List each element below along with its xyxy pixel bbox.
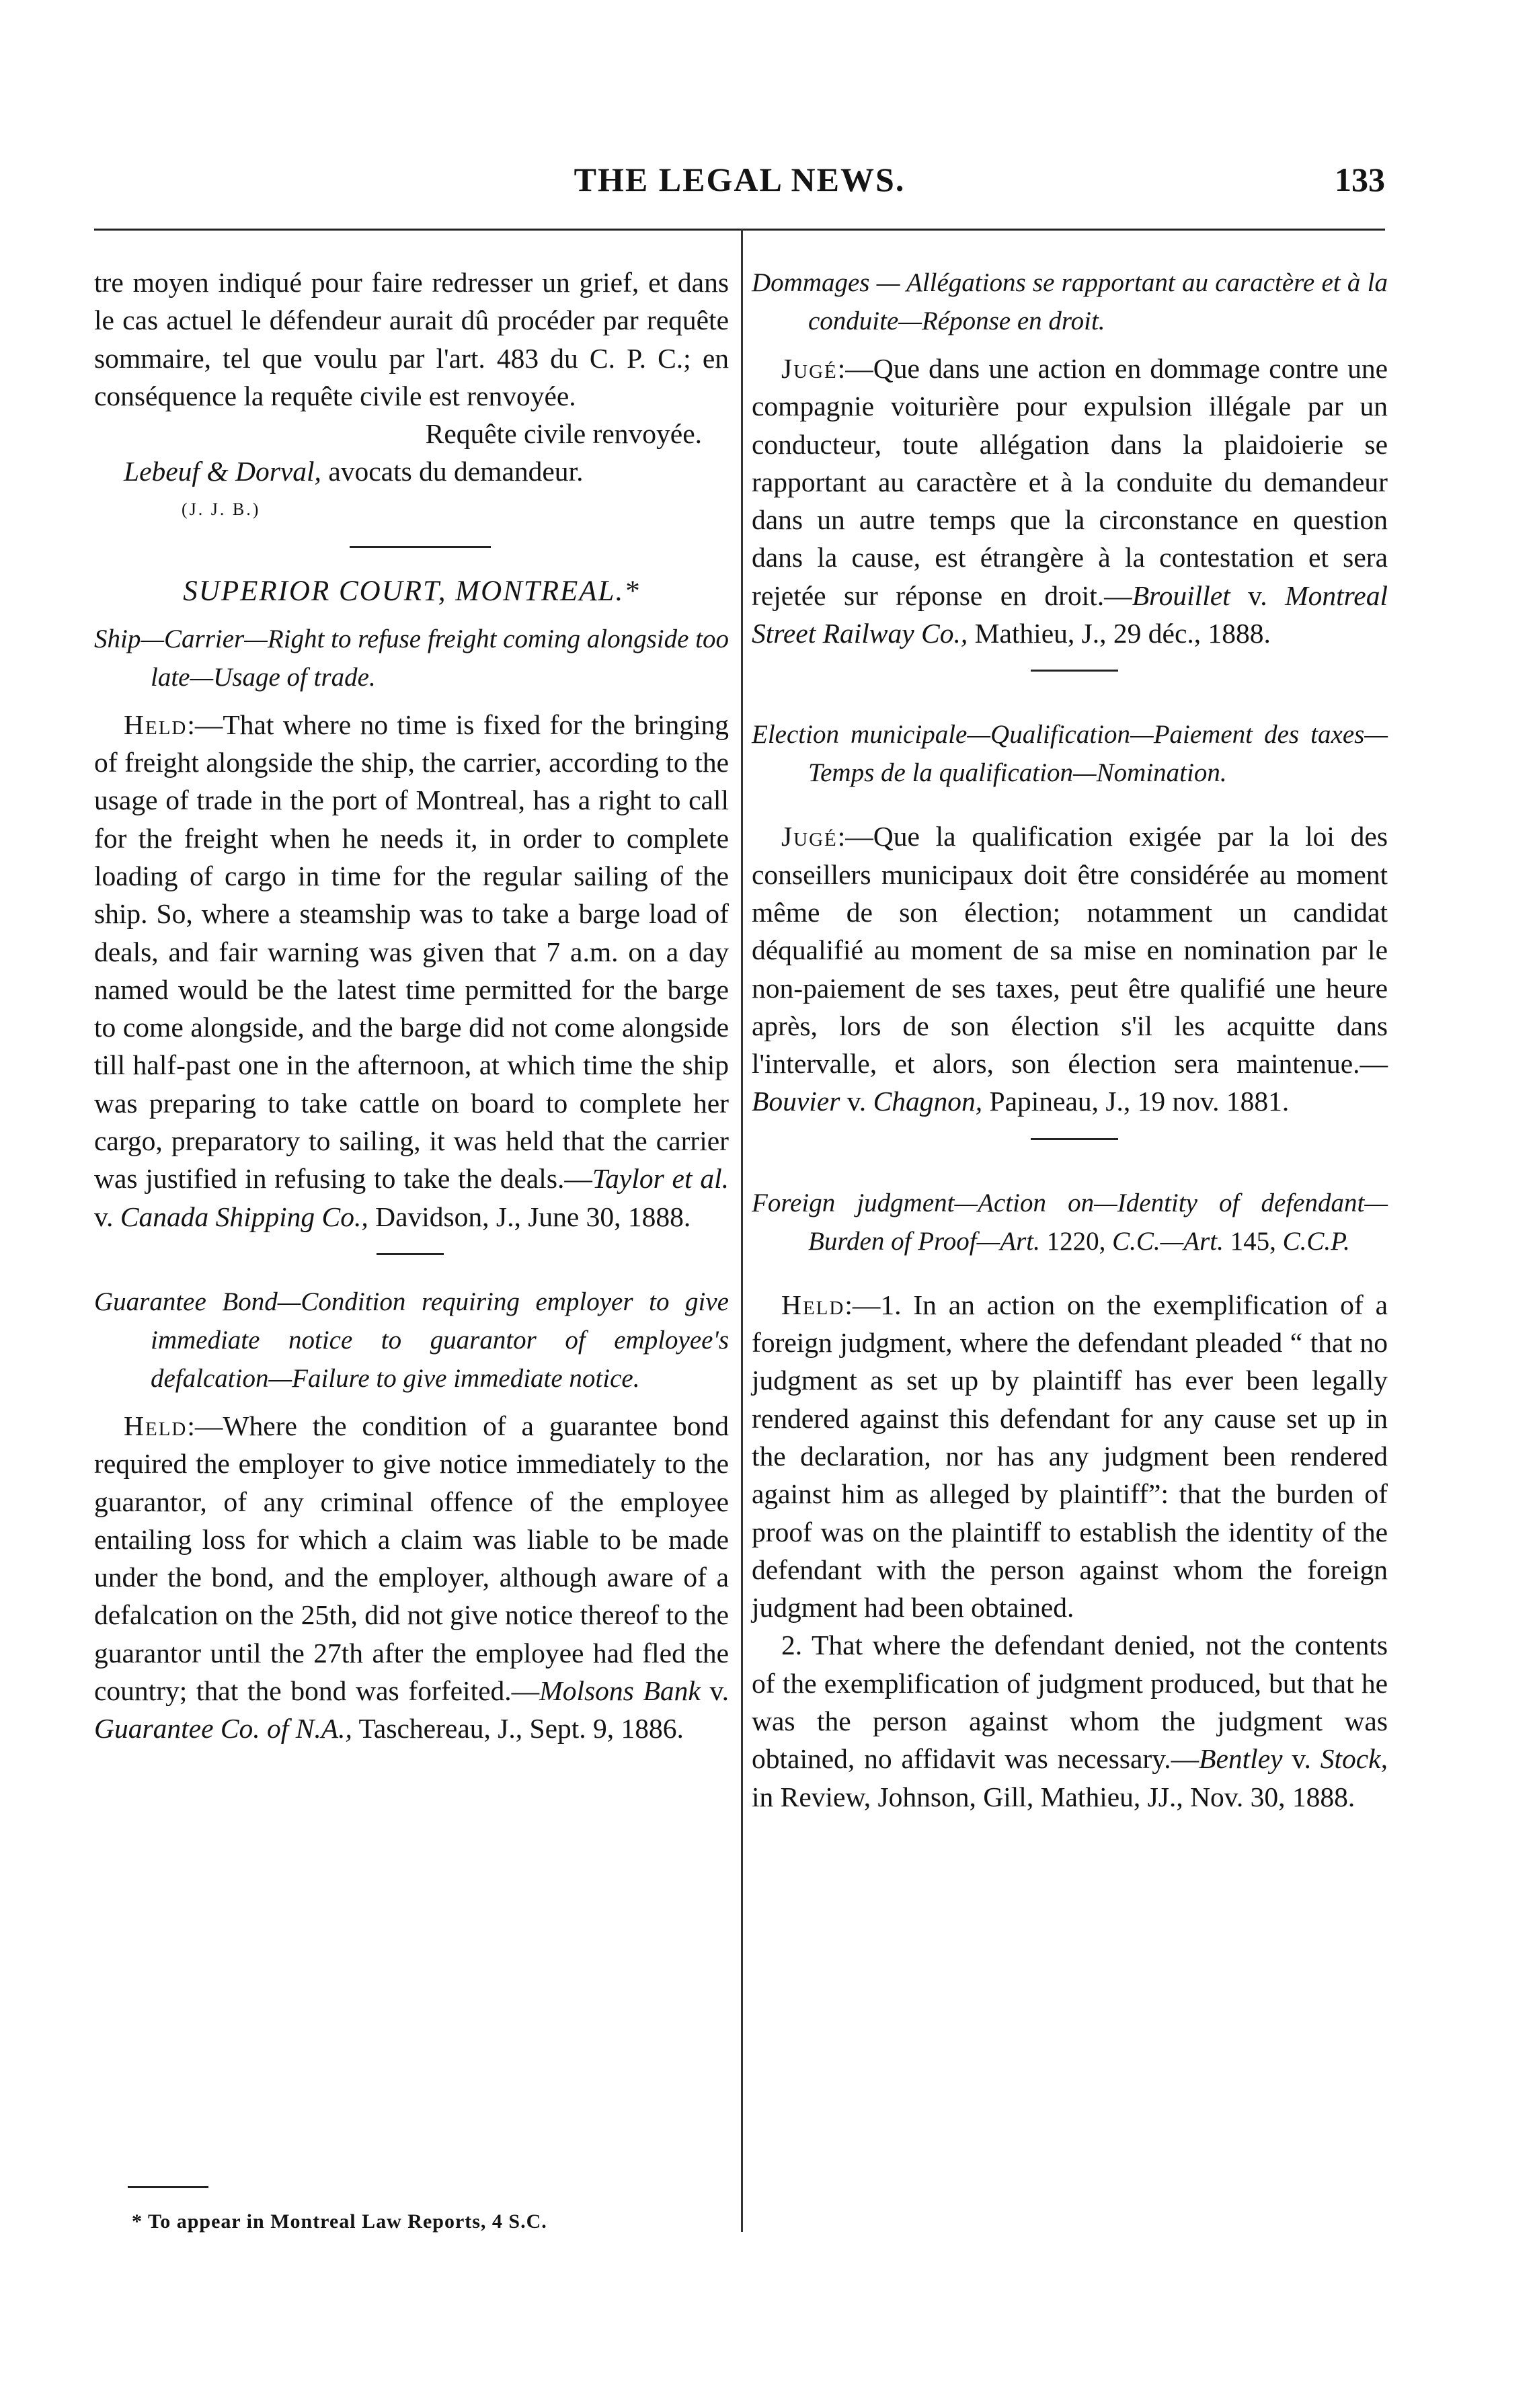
party-name: Guarantee Co. of N.A.,: [94, 1713, 352, 1744]
holding-body: :—Que la qualification exigée par la loi des conseillers municipaux doit être considérée au moment même de son élection; notamment un candidat déqualifié au moment de sa mise en nomination par le non-paiement de ses taxes, peut être qualifié une heure après, lors de son élection s'il les acquitte dans l'intervalle, et alors, son élection sera maintenue.—: [752, 821, 1388, 1080]
citation-tail: Taschereau, J., Sept. 9, 1886.: [352, 1713, 684, 1744]
holding-body: :—1. In an action on the exemplification of a foreign judgment, where the defendant pleaded “ that no judgment as set up by plaintiff has ever been legally rendered against this defendant for any cause set up in the declaration, nor has any judgment been rendered against him as alleged by plaintiff”: that the burden of proof was on the plaintiff to establish the identity of the defendant with the person against whom the foreign judgment had been obtained.: [752, 1289, 1388, 1623]
counsel-role: avocats du demandeur.: [321, 456, 584, 487]
header-rule: [94, 229, 1385, 231]
holding-body: :—Where the condition of a guarantee bond required the employer to give notice immediately to the guarantor, of any criminal offence of the employee entailing loss for which a claim was liable to be made under the bond, and the employer, although aware of a defalcation on the 25th, did not give notice thereof to the guarantor until the 27th after the employee had fled the country; that the bond was forfeited.—: [94, 1410, 729, 1707]
holding-body: 2. That where the defendant denied, not the contents of the exemplification of judgment produced, but that he was the person against whom the judgment was obtained, no affidavit was necessary.—: [752, 1630, 1388, 1775]
citation-tail: Davidson, J., June 30, 1888.: [368, 1201, 691, 1232]
party-name: Chagnon,: [873, 1086, 983, 1117]
party-name: Molsons Bank: [539, 1675, 701, 1707]
court-heading: SUPERIOR COURT, MONTREAL.*: [183, 575, 640, 607]
holding-body: :—That where no time is fixed for the bringing of freight alongside the ship, the carrier, according to the usage of trade in the port of Montreal, has a right to call for the freight when he needs it, in order to complete loading of cargo in time for the regular sailing of the ship. So, where a steamship was to take a barge load of deals, and fair warning was given that 7 a.m. on a day named would be the latest time permitted for the barge to come alongside, and the barge did not come alongside till half-past one in the afternoon, at which time the ship was preparing to take cattle on board to complete her cargo, preparatory to sailing, it was held that the carrier was justified in refusing to take the deals.—: [94, 709, 729, 1195]
case-headnote: Election municipale—Qualification—Paiement des taxes—Temps de la qualification—Nomination.: [752, 720, 1388, 788]
running-head: [94, 156, 1385, 203]
continued-paragraph: tre moyen indiqué pour faire redresser un grief, et dans le cas actuel le défendeur aurait dû procéder par requête sommaire, tel que voulu par l'art. 483 du C. P. C.; en conséquence la requête civile est renvoyée.: [94, 267, 729, 411]
citation-tail: Mathieu, J., 29 déc., 1888.: [968, 618, 1271, 649]
right-column: [752, 264, 1388, 1816]
holding-lead: Jugé: [781, 353, 838, 384]
left-column: [94, 264, 729, 1748]
case-separator: [752, 652, 1388, 690]
party-name: Bouvier: [752, 1086, 840, 1117]
party-name: Stock,: [1320, 1743, 1388, 1775]
section-separator: [94, 528, 729, 566]
holding-body: :—Que dans une action en dommage contre une compagnie voiturière pour expulsion illégale par un conducteur, toute allégation dans la plaidoierie se rapportant au caractère et à la conduite du demandeur dans un autre temps que la circonstance en question dans la cause, est étrangère à la contestation et sera rejetée sur réponse en droit.—: [752, 353, 1388, 611]
case-headnote: Foreign judgment—Action on—Identity of defendant—Burden of Proof—Art. 1220, C.C.—Art. 145, C.C.P.: [752, 1188, 1388, 1256]
case-separator: [94, 1236, 729, 1273]
party-name: Bentley: [1199, 1743, 1283, 1775]
holding-lead: Held: [781, 1289, 845, 1320]
disposition: Requête civile renvoyée.: [425, 418, 702, 450]
reporter-initials: (J. J. B.): [182, 499, 261, 519]
case-headnote: Ship—Carrier—Right to refuse freight coming alongside too late—Usage of trade.: [94, 624, 729, 692]
column-divider: [741, 229, 743, 2232]
case-headnote: Dommages — Allégations se rapportant au caractère et à la conduite—Réponse en droit.: [752, 268, 1388, 335]
running-title: THE LEGAL NEWS.: [574, 161, 906, 198]
holding-lead: Held: [124, 1410, 188, 1441]
citation-tail: Papineau, J., 19 nov. 1881.: [982, 1086, 1290, 1117]
party-name: Montreal Street Railway Co.,: [752, 579, 1388, 649]
holding-lead: Jugé: [781, 821, 838, 852]
page-number: 133: [1335, 161, 1385, 198]
case-holding: Jugé:—Que la qualification exigée par la loi des conseillers municipaux doit être considérée au moment même de son élection; notamment un candidat déqualifié au moment de sa mise en nomination par le non-paiement de ses taxes, peut être qualifié une heure après, lors de son élection s'il les acquitte dans l'intervalle, et alors, son élection sera maintenue.—Bouvier v. Chagnon, Papineau, J., 19 nov. 1881.: [752, 821, 1388, 1117]
case-holding-2: 2. That where the defendant denied, not the contents of the exemplification of judgment produced, but that he was the person against whom the judgment was obtained, no affidavit was necessary.—Bentley v. Stock, in Review, Johnson, Gill, Mathieu, JJ., Nov. 30, 1888.: [752, 1630, 1388, 1812]
case-holding: Held:—That where no time is fixed for the bringing of freight alongside the ship, the carrier, according to the usage of trade in the port of Montreal, has a right to call for the freight when he needs it, in order to complete loading of cargo in time for the regular sailing of the ship. So, where a steamship was to take a barge load of deals, and fair warning was given that 7 a.m. on a day named would be the latest time permitted for the barge to come alongside, and the barge did not come alongside till half-past one in the afternoon, at which time the ship was preparing to take cattle on board to complete her cargo, preparatory to sailing, it was held that the carrier was justified in refusing to take the deals.—Taylor et al. v. Canada Shipping Co., Davidson, J., June 30, 1888.: [94, 709, 729, 1232]
party-name: Taylor et al.: [592, 1163, 729, 1195]
counsel-names: Lebeuf & Dorval,: [124, 456, 321, 487]
footnote: * To appear in Montreal Law Reports, 4 S.C.: [132, 2210, 547, 2233]
footnote-rule: [128, 2186, 208, 2188]
case-holding: [752, 1286, 1388, 1627]
party-name: Brouillet: [1132, 579, 1230, 611]
case-headnote: Guarantee Bond—Condition requiring employer to give immediate notice to guarantor of employee's defalcation—Failure to give immediate notice.: [94, 1287, 729, 1393]
case-holding: Jugé:—Que dans une action en dommage contre une compagnie voiturière pour expulsion illégale par un conducteur, toute allégation dans la plaidoierie se rapportant au caractère et à la conduite du demandeur dans un autre temps que la circonstance en question dans la cause, est étrangère à la contestation et sera rejetée sur réponse en droit.—Brouillet v. Montreal Street Railway Co., Mathieu, J., 29 déc., 1888.: [752, 353, 1388, 649]
case-holding: Held:—Where the condition of a guarantee bond required the employer to give notice immediately to the guarantor, of any criminal offence of the employee entailing loss for which a claim was liable to be made under the bond, and the employer, although aware of a defalcation on the 25th, did not give notice thereof to the guarantor until the 27th after the employee had fled the country; that the bond was forfeited.—Molsons Bank v. Guarantee Co. of N.A., Taschereau, J., Sept. 9, 1886.: [94, 1410, 729, 1744]
counsel-line: [94, 452, 729, 490]
holding-lead: Held: [124, 709, 188, 740]
case-separator: [752, 1121, 1388, 1158]
party-name: Canada Shipping Co.,: [120, 1201, 368, 1232]
citation-tail: in Review, Johnson, Gill, Mathieu, JJ., Nov. 30, 1888.: [752, 1781, 1355, 1812]
